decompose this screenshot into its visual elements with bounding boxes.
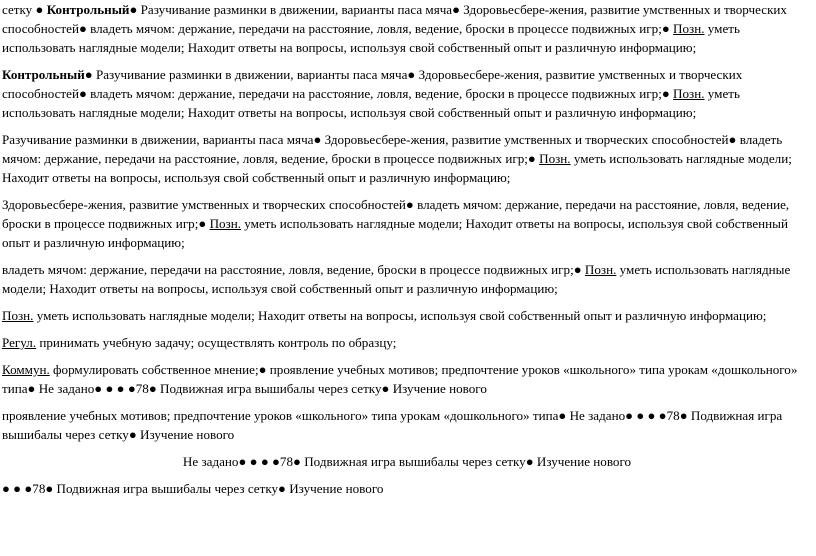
underlined-run: Регул. xyxy=(2,335,37,350)
text-run: Разучивание разминки в движении, варианты паса мяча● Здоровьесбере-жения, развитие умственных и творческих способностей● владеть мячом: держание, передачи на расстояние, ловля, ведение, броски в процессе подвижных игр;● xyxy=(2,132,783,166)
text-run: ● ● ●78● Подвижная игра вышибалы через сетку● Изучение нового xyxy=(2,481,384,496)
paragraph xyxy=(2,195,812,252)
text-run: Здоровьесбере-жения, развитие умственных и творческих способностей● владеть мячом: держание, передачи на расстояние, ловля, ведение, броски в процессе подвижных игр;● xyxy=(2,197,790,231)
paragraph xyxy=(2,360,812,398)
text-run: уметь использовать наглядные модели; Находит ответы на вопросы, используя свой собственный опыт и различную информацию; xyxy=(2,21,740,55)
bold-run: ● Контрольный xyxy=(35,2,130,17)
text-run: владеть мячом: держание, передачи на расстояние, ловля, ведение, броски в процессе подвижных игр;● xyxy=(2,262,585,277)
text-run: уметь использовать наглядные модели; Находит ответы на вопросы, используя свой собственный опыт и различную информацию; xyxy=(2,216,788,250)
underlined-run: Позн. xyxy=(2,308,34,323)
text-run: уметь использовать наглядные модели; Находит ответы на вопросы, используя свой собственный опыт и различную информацию; xyxy=(2,151,792,185)
underlined-run: Позн. xyxy=(539,151,571,166)
document-page xyxy=(2,0,812,506)
paragraph xyxy=(2,65,812,122)
paragraph xyxy=(2,306,812,325)
text-run: Не задано● ● ● ●78● Подвижная игра вышибалы через сетку● Изучение нового xyxy=(182,454,632,469)
text-run: проявление учебных мотивов; предпочтение уроков «школьного» типа урокам «дошкольного» типа● Не задано● ● ● ●78● Подвижная игра вышибалы через сетку● Изучение нового xyxy=(2,408,783,442)
underlined-run: Позн. xyxy=(209,216,242,231)
text-run: уметь использовать наглядные модели; Находит ответы на вопросы, используя свой собственный опыт и различную информацию; xyxy=(33,308,767,323)
text-run: принимать учебную задачу; осуществлять контроль по образцу; xyxy=(36,335,397,350)
text-run: ● Разучивание разминки в движении, варианты паса мяча● Здоровьесбере-жения, развитие умственных и творческих способностей● владеть мячом: держание, передачи на расстояние, ловля, ведение, броски в процессе подвижных игр;● xyxy=(2,2,787,36)
text-run: формулировать собственное мнение;● проявление учебных мотивов; предпочтение уроков «школьного» типа урокам «дошкольного» типа● Не задано● ● ● ●78● Подвижная игра вышибалы через сетку● Изучение нового xyxy=(2,362,798,396)
text-run: уметь использовать наглядные модели; Находит ответы на вопросы, используя свой собственный опыт и различную информацию; xyxy=(2,262,791,296)
bold-run: Контрольный xyxy=(2,67,85,82)
paragraph xyxy=(2,479,812,498)
paragraph xyxy=(2,0,812,57)
underlined-run: Коммун. xyxy=(2,362,50,377)
paragraph xyxy=(2,406,812,444)
text-run: уметь использовать наглядные модели; Находит ответы на вопросы, используя свой собственный опыт и различную информацию; xyxy=(2,86,740,120)
underlined-run: Позн. xyxy=(584,262,617,277)
underlined-run: Позн. xyxy=(673,21,705,36)
paragraph xyxy=(2,130,812,187)
paragraph-centered xyxy=(2,452,812,471)
text-run: ● Разучивание разминки в движении, варианты паса мяча● Здоровьесбере-жения, развитие умственных и творческих способностей● владеть мячом: держание, передачи на расстояние, ловля, ведение, броски в процессе подвижных игр;● xyxy=(2,67,743,101)
text-run: сетку xyxy=(2,2,36,17)
paragraph xyxy=(2,333,812,352)
paragraph xyxy=(2,260,812,298)
underlined-run: Позн. xyxy=(673,86,705,101)
